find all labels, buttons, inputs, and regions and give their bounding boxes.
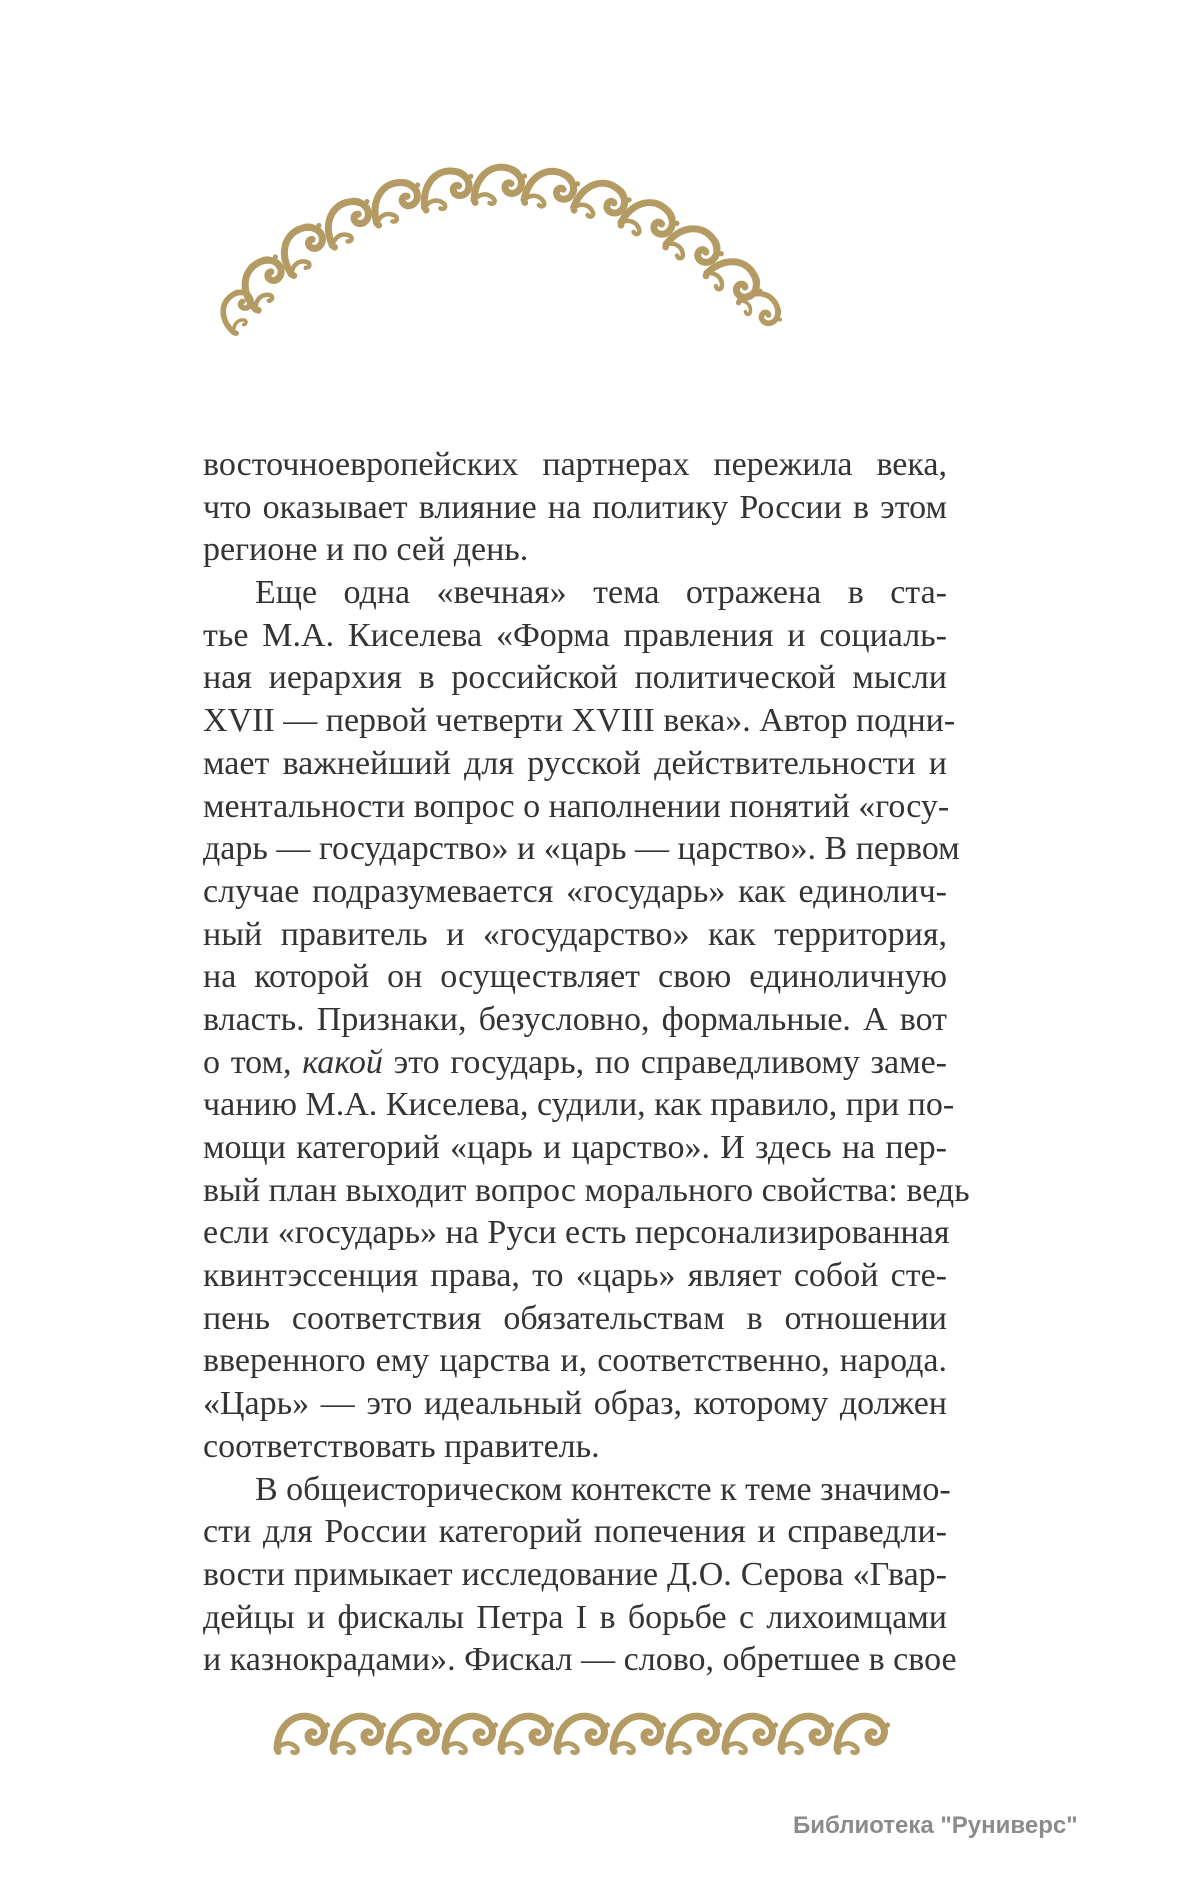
text-line xyxy=(203,1255,947,1298)
text-line xyxy=(203,1426,947,1469)
library-watermark: Библиотека "Руниверс" xyxy=(793,1812,1078,1839)
text-line xyxy=(203,572,947,615)
text-line xyxy=(203,786,950,829)
text-segment: квинтэссенция права, то «царь» являет собой сте- xyxy=(203,1257,947,1295)
text-line xyxy=(203,999,947,1042)
text-segment: власть. Признаки, безусловно, формальные. А вот xyxy=(203,1000,947,1038)
text-segment: на которой он осуществляет свою единоличную xyxy=(203,958,947,996)
text-segment: вости примыкает исследование Д.О. Серова «Гвар- xyxy=(203,1555,947,1593)
text-line xyxy=(203,1383,947,1426)
text-line xyxy=(203,1084,955,1127)
text-segment: и казнокрадами». Фискал — слово, обретшее в свое xyxy=(203,1641,957,1679)
text-line xyxy=(203,956,947,999)
text-segment: вый план выходит вопрос морального свойства: ведь xyxy=(203,1171,970,1209)
text-line xyxy=(203,1511,947,1554)
text-line xyxy=(203,1340,947,1383)
text-segment: XVII — первой четверти XVIII века». Автор подни- xyxy=(203,702,956,740)
text-segment: мает важнейший для русской действительности и xyxy=(203,744,947,782)
text-line xyxy=(203,1298,947,1341)
text-segment: если «государь» на Руси есть персонализированная xyxy=(203,1214,950,1252)
text-line xyxy=(203,657,947,700)
text-segment: «Царь» — это идеальный образ, которому должен xyxy=(203,1385,947,1423)
text-segment: вверенного ему царства и, соответственно, народа. xyxy=(203,1342,947,1380)
text-segment: мощи категорий «царь и царство». И здесь на пер- xyxy=(203,1129,947,1166)
text-line xyxy=(203,444,947,487)
text-line xyxy=(203,871,947,914)
text-segment: Еще одна «вечная» тема отражена в ста- xyxy=(255,574,947,612)
text-line xyxy=(203,1212,950,1255)
text-line xyxy=(203,1554,947,1597)
text-line xyxy=(203,914,947,957)
italic-text: какой xyxy=(302,1043,383,1081)
text-line xyxy=(203,1170,970,1213)
text-segment: случае подразумевается «государь» как единолич- xyxy=(203,872,947,910)
text-segment: соответствовать правитель. xyxy=(203,1427,600,1465)
text-block xyxy=(203,444,970,1682)
text-line xyxy=(203,529,947,572)
text-line xyxy=(203,700,956,743)
text-line xyxy=(203,487,947,530)
text-line xyxy=(203,1639,957,1682)
text-line xyxy=(203,1042,947,1085)
text-segment: чанию М.А. Киселева, судили, как правило, при по- xyxy=(203,1086,955,1124)
text-segment: сти для России категорий попечения и справедли- xyxy=(203,1513,947,1551)
top-ornament xyxy=(213,167,787,337)
text-segment: тье М.А. Киселева «Форма правления и социаль- xyxy=(203,616,947,654)
text-line xyxy=(203,1127,947,1170)
text-line xyxy=(203,1597,947,1640)
text-line xyxy=(203,1469,951,1512)
text-segment: регионе и по сей день. xyxy=(203,531,529,569)
text-segment: о том, xyxy=(203,1043,303,1081)
text-line xyxy=(203,615,947,658)
bottom-ornament xyxy=(275,1716,890,1755)
text-segment: дейцы и фискалы Петра I в борьбе с лихоимцами xyxy=(203,1598,947,1636)
text-segment: ный правитель и «государство» как территория, xyxy=(203,915,947,953)
text-segment: пень соответствия обязательствам в отношении xyxy=(203,1299,947,1337)
text-segment: ментальности вопрос о наполнении понятий «госу- xyxy=(203,787,950,825)
text-segment: восточноевропейских партнерах пережила века, xyxy=(203,446,947,483)
text-segment: В общеисторическом контексте к теме значимо- xyxy=(255,1470,951,1508)
text-line xyxy=(203,743,947,786)
text-segment: что оказывает влияние на политику России в этом xyxy=(203,488,947,526)
text-segment: дарь — государство» и «царь — царство». В первом xyxy=(203,830,960,868)
text-segment: это государь, по справедливому заме- xyxy=(382,1043,947,1081)
text-line xyxy=(203,828,960,871)
text-segment: ная иерархия в российской политической мысли xyxy=(203,659,947,697)
